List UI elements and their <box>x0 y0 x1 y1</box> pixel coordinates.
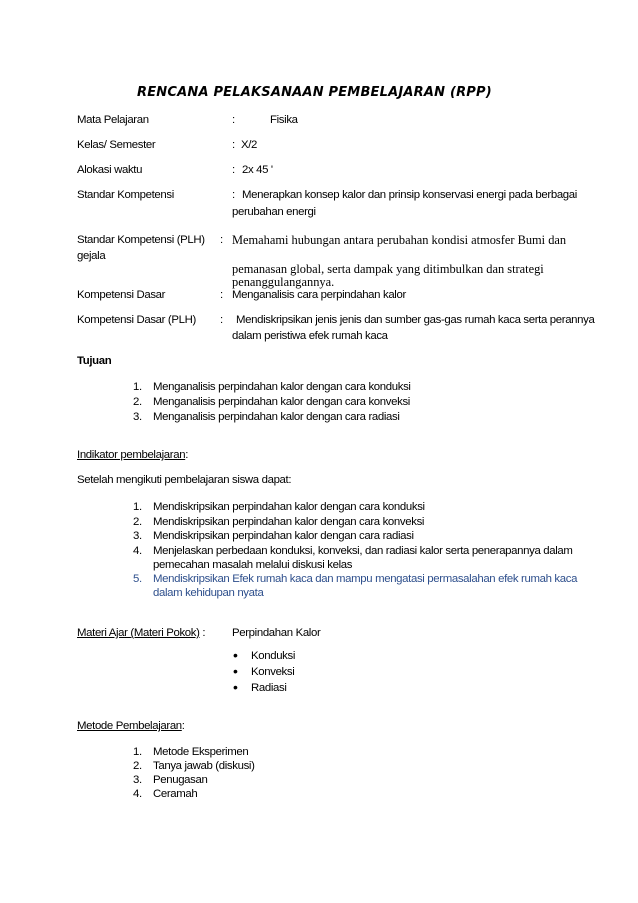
list-item: Menjelaskan perbedaan konduksi, konveksi, dan radiasi kalor serta penerapannya dalam <box>153 545 573 557</box>
list-number: 3. <box>133 411 142 423</box>
value-standar-kompetensi: Menerapkan konsep kalor dan prinsip konservasi energi pada berbagai <box>242 189 577 201</box>
list-item: Mendiskripsikan perpindahan kalor dengan cara konduksi <box>153 501 425 513</box>
indikator-heading-text: Indikator pembelajaran <box>77 449 186 461</box>
value-standar-kompetensi-plh-2: pemanasan global, serta dampak yang ditimbulkan dan strategi <box>232 262 544 276</box>
list-number: 3. <box>133 774 142 786</box>
value-materi: Perpindahan Kalor <box>232 627 321 639</box>
value-standar-kompetensi-cont: perubahan energi <box>232 206 316 218</box>
list-item: Konduksi <box>251 650 296 662</box>
section-heading-tujuan: Tujuan <box>77 355 112 367</box>
section-heading-indikator <box>77 448 188 463</box>
label-alokasi-waktu: Alokasi waktu <box>77 164 143 176</box>
colon: : <box>181 720 185 732</box>
label-standar-kompetensi: Standar Kompetensi <box>77 189 174 201</box>
list-item: Menganalisis perpindahan kalor dengan cara konveksi <box>153 396 410 408</box>
list-item: Menganalisis perpindahan kalor dengan cara konduksi <box>153 381 411 393</box>
list-item: Metode Eksperimen <box>153 746 249 758</box>
label-kompetensi-dasar: Kompetensi Dasar <box>77 289 166 301</box>
value-alokasi-waktu: 2x 45 ' <box>242 164 273 176</box>
colon: : <box>220 314 223 326</box>
list-item: Mendiskripsikan perpindahan kalor dengan cara konveksi <box>153 516 425 528</box>
list-number: 2. <box>133 516 142 528</box>
list-item: Radiasi <box>251 682 287 694</box>
bullet-icon: • <box>233 679 238 695</box>
value-kompetensi-dasar-plh: Mendiskripsikan jenis jenis dan sumber gas-gas rumah kaca serta perannya <box>236 314 595 326</box>
label-standar-kompetensi-plh-cont: gejala <box>77 250 106 262</box>
list-number: 1. <box>133 501 142 513</box>
page-title: RENCANA PELAKSANAAN PEMBELAJARAN (RPP) <box>137 85 492 100</box>
list-item: Menganalisis perpindahan kalor dengan cara radiasi <box>153 411 400 423</box>
metode-heading-text: Metode Pembelajaran <box>77 720 182 732</box>
list-item-highlighted-cont: dalam kehidupan nyata <box>153 587 264 599</box>
indikator-intro: Setelah mengikuti pembelajaran siswa dapat: <box>77 474 292 486</box>
materi-heading-text: Materi Ajar (Materi Pokok) <box>77 627 200 639</box>
list-number: 2. <box>133 396 142 408</box>
list-number: 4. <box>133 788 142 800</box>
section-heading-materi <box>77 626 205 641</box>
list-number: 1. <box>133 381 142 393</box>
list-item-highlighted: Mendiskripsikan Efek rumah kaca dan mampu mengatasi permasalahan efek rumah kaca <box>153 573 578 585</box>
value-kompetensi-dasar: Menganalisis cara perpindahan kalor <box>232 289 406 301</box>
list-item: Mendiskripsikan perpindahan kalor dengan cara radiasi <box>153 530 414 542</box>
list-number: 1. <box>133 746 142 758</box>
colon: : <box>232 139 235 151</box>
label-mata-pelajaran: Mata Pelajaran <box>77 114 149 126</box>
value-kompetensi-dasar-plh-cont: dalam peristiwa efek rumah kaca <box>232 330 388 342</box>
list-item: Konveksi <box>251 666 295 678</box>
list-number: 2. <box>133 760 142 772</box>
label-standar-kompetensi-plh: Standar Kompetensi (PLH) <box>77 234 205 246</box>
label-kompetensi-dasar-plh: Kompetensi Dasar (PLH) <box>77 314 196 326</box>
value-standar-kompetensi-plh-3: penanggulangannya. <box>232 275 335 289</box>
colon: : <box>232 164 235 176</box>
colon: : <box>202 627 206 639</box>
colon: : <box>220 234 223 246</box>
list-item: Ceramah <box>153 788 198 800</box>
list-item: Tanya jawab (diskusi) <box>153 760 255 772</box>
list-item-cont: pemecahan masalah melalui diskusi kelas <box>153 559 353 571</box>
colon: : <box>232 114 235 126</box>
label-kelas-semester: Kelas/ Semester <box>77 139 156 151</box>
value-mata-pelajaran: Fisika <box>270 114 298 126</box>
colon: : <box>232 189 235 201</box>
bullet-icon: • <box>233 647 238 663</box>
colon: : <box>185 449 189 461</box>
list-number: 3. <box>133 530 142 542</box>
list-number: 5. <box>133 573 142 585</box>
section-heading-metode <box>77 719 185 734</box>
value-kelas-semester: X/2 <box>241 139 258 151</box>
list-number: 4. <box>133 545 142 557</box>
bullet-icon: • <box>233 663 238 679</box>
list-item: Penugasan <box>153 774 208 786</box>
value-standar-kompetensi-plh: Memahami hubungan antara perubahan kondisi atmosfer Bumi dan <box>232 233 567 247</box>
colon: : <box>220 289 223 301</box>
